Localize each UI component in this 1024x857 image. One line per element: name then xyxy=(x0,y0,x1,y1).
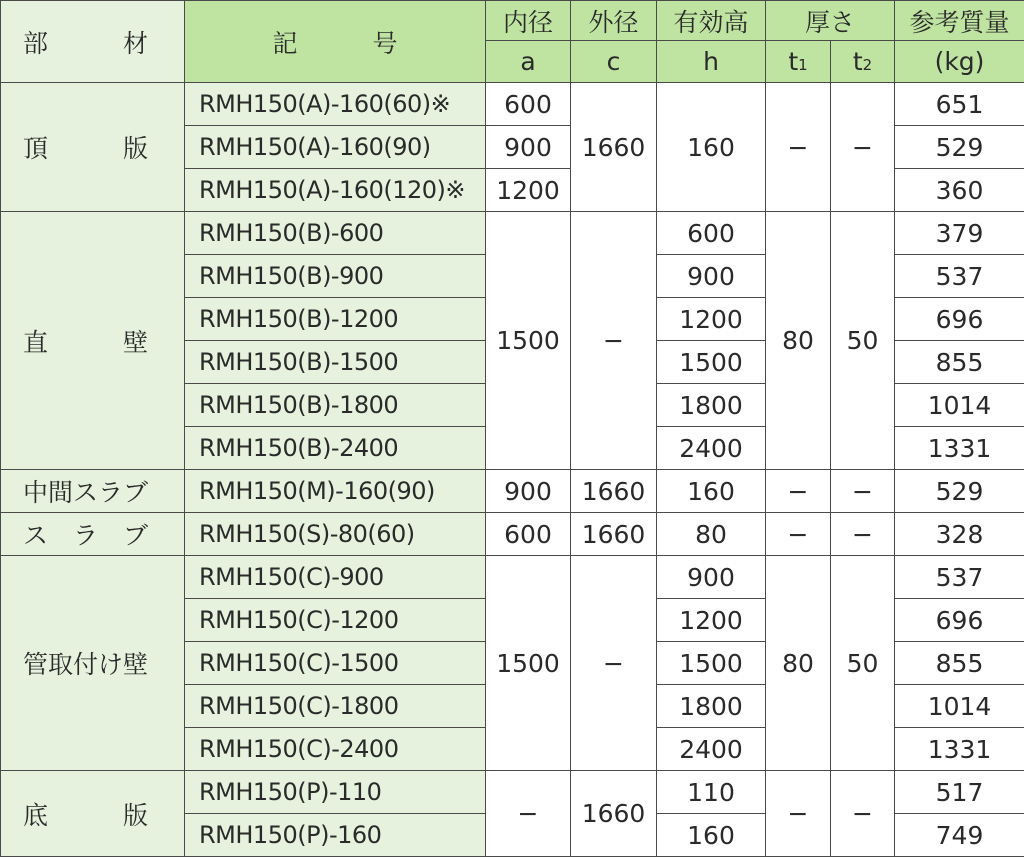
inner-cell: 600 xyxy=(486,513,571,556)
code-cell: RMH150(B)-1500 xyxy=(185,341,486,384)
height-cell: 1200 xyxy=(657,298,766,341)
header-outer-diameter: 外径 xyxy=(571,1,657,41)
mass-cell: 1014 xyxy=(895,685,1024,728)
header-symbol-a: a xyxy=(486,41,571,83)
t1-cell: 80 xyxy=(766,556,831,771)
code-cell: RMH150(C)-2400 xyxy=(185,728,486,771)
outer-cell: 1660 xyxy=(571,771,657,857)
mass-cell: 1331 xyxy=(895,427,1024,470)
t2-cell: − xyxy=(831,771,895,857)
code-cell: RMH150(P)-110 xyxy=(185,771,486,814)
inner-cell: 1200 xyxy=(486,169,571,212)
t1-cell: − xyxy=(766,470,831,513)
mass-cell: 537 xyxy=(895,556,1024,599)
code-cell: RMH150(M)-160(90) xyxy=(185,470,486,513)
code-cell: RMH150(A)-160(60)※ xyxy=(185,83,486,126)
height-cell: 1800 xyxy=(657,685,766,728)
height-cell: 2400 xyxy=(657,427,766,470)
code-cell: RMH150(A)-160(120)※ xyxy=(185,169,486,212)
height-cell: 900 xyxy=(657,255,766,298)
mass-cell: 1014 xyxy=(895,384,1024,427)
t2-cell: 50 xyxy=(831,212,895,470)
mass-cell: 360 xyxy=(895,169,1024,212)
header-effective-height: 有効高 xyxy=(657,1,766,41)
inner-cell: − xyxy=(486,771,571,857)
height-cell: 160 xyxy=(657,470,766,513)
outer-cell: 1660 xyxy=(571,513,657,556)
mass-cell: 529 xyxy=(895,470,1024,513)
mass-cell: 1331 xyxy=(895,728,1024,771)
t2-cell: − xyxy=(831,83,895,212)
header-symbol-h: h xyxy=(657,41,766,83)
code-cell: RMH150(B)-900 xyxy=(185,255,486,298)
code-cell: RMH150(C)-1200 xyxy=(185,599,486,642)
height-cell: 1500 xyxy=(657,341,766,384)
t1-cell: − xyxy=(766,83,831,212)
code-cell: RMH150(C)-1500 xyxy=(185,642,486,685)
inner-cell: 1500 xyxy=(486,556,571,771)
code-cell: RMH150(C)-900 xyxy=(185,556,486,599)
outer-cell: 1660 xyxy=(571,83,657,212)
height-cell: 160 xyxy=(657,814,766,857)
code-cell: RMH150(B)-1800 xyxy=(185,384,486,427)
header-symbol-c: c xyxy=(571,41,657,83)
outer-cell: − xyxy=(571,556,657,771)
code-cell: RMH150(B)-1200 xyxy=(185,298,486,341)
inner-cell: 600 xyxy=(486,83,571,126)
code-cell: RMH150(P)-160 xyxy=(185,814,486,857)
table-row xyxy=(1,212,1024,255)
header-symbol-t2: t2 xyxy=(831,41,895,83)
code-cell: RMH150(B)-2400 xyxy=(185,427,486,470)
table-header xyxy=(1,1,1024,83)
height-cell: 2400 xyxy=(657,728,766,771)
inner-cell: 900 xyxy=(486,126,571,169)
table-row xyxy=(1,556,1024,599)
t1-cell: − xyxy=(766,771,831,857)
category-slab: ス ラ ブ xyxy=(1,513,185,556)
code-cell: RMH150(S)-80(60) xyxy=(185,513,486,556)
mass-cell: 696 xyxy=(895,298,1024,341)
outer-cell: 1660 xyxy=(571,470,657,513)
height-cell: 1200 xyxy=(657,599,766,642)
inner-cell: 1500 xyxy=(486,212,571,470)
mass-cell: 696 xyxy=(895,599,1024,642)
mass-cell: 529 xyxy=(895,126,1024,169)
header-thickness: 厚さ xyxy=(766,1,895,41)
code-cell: RMH150(B)-600 xyxy=(185,212,486,255)
category-bottom-slab: 底 版 xyxy=(1,771,185,857)
header-reference-mass: 参考質量 xyxy=(895,1,1024,41)
height-cell: 900 xyxy=(657,556,766,599)
outer-cell: − xyxy=(571,212,657,470)
header-code: 記 号 xyxy=(185,1,486,83)
inner-cell: 900 xyxy=(486,470,571,513)
mass-cell: 749 xyxy=(895,814,1024,857)
mass-cell: 379 xyxy=(895,212,1024,255)
mass-cell: 328 xyxy=(895,513,1024,556)
header-symbol-t1: t1 xyxy=(766,41,831,83)
header-category: 部 材 xyxy=(1,1,185,83)
height-cell: 110 xyxy=(657,771,766,814)
mass-cell: 537 xyxy=(895,255,1024,298)
header-mass-unit: (kg) xyxy=(895,41,1024,83)
category-top-slab: 頂 版 xyxy=(1,83,185,212)
table-row xyxy=(1,513,1024,556)
height-cell: 160 xyxy=(657,83,766,212)
t2-cell: − xyxy=(831,470,895,513)
height-cell: 1500 xyxy=(657,642,766,685)
table-body xyxy=(1,83,1024,857)
table-row xyxy=(1,771,1024,814)
code-cell: RMH150(A)-160(90) xyxy=(185,126,486,169)
t2-cell: − xyxy=(831,513,895,556)
t1-cell: 80 xyxy=(766,212,831,470)
mass-cell: 517 xyxy=(895,771,1024,814)
height-cell: 1800 xyxy=(657,384,766,427)
mass-cell: 651 xyxy=(895,83,1024,126)
header-inner-diameter: 内径 xyxy=(486,1,571,41)
category-middle-slab: 中間スラブ xyxy=(1,470,185,513)
category-straight-wall: 直 壁 xyxy=(1,212,185,470)
table-row xyxy=(1,83,1024,126)
table-row xyxy=(1,470,1024,513)
t1-cell: − xyxy=(766,513,831,556)
code-cell: RMH150(C)-1800 xyxy=(185,685,486,728)
category-pipe-wall: 管取付け壁 xyxy=(1,556,185,771)
height-cell: 80 xyxy=(657,513,766,556)
height-cell: 600 xyxy=(657,212,766,255)
t2-cell: 50 xyxy=(831,556,895,771)
mass-cell: 855 xyxy=(895,642,1024,685)
mass-cell: 855 xyxy=(895,341,1024,384)
